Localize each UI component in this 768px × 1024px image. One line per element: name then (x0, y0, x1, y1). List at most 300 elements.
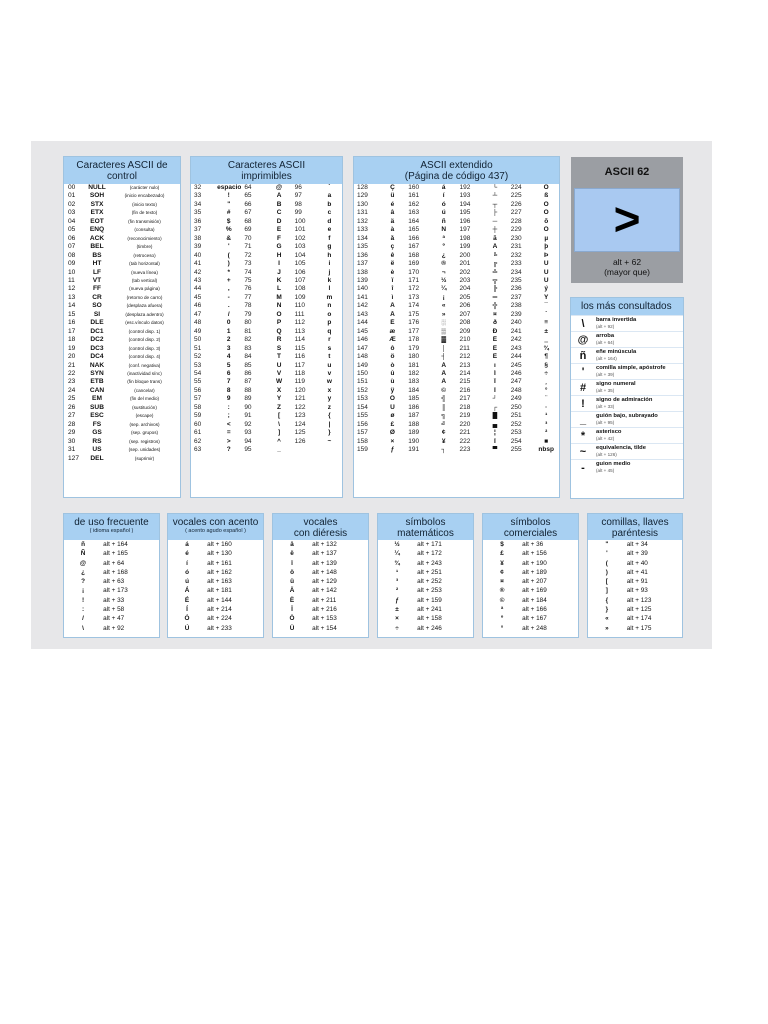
extended-row (354, 260, 559, 268)
extended-code: 209 (459, 327, 471, 335)
control-code: 10 (68, 268, 76, 276)
extended-row (354, 302, 559, 310)
control-row (64, 285, 180, 293)
printable-char: # (226, 209, 231, 217)
extended-char: ð (492, 319, 497, 327)
extended-code: 155 (357, 412, 368, 420)
control-desc: (sep. registros) (129, 438, 160, 444)
control-code: 31 (68, 446, 76, 454)
header-line: los más consultados (581, 301, 672, 312)
most-consulted-name: guion medio (596, 461, 631, 467)
alt-code-char: £ (500, 550, 504, 558)
extended-code: 181 (408, 361, 420, 369)
extended-code: 227 (510, 209, 522, 217)
printable-code: 63 (194, 446, 202, 454)
extended-row (354, 378, 559, 386)
printable-char: J (277, 268, 281, 276)
extended-code: 223 (459, 446, 471, 454)
printable-code: 57 (194, 395, 202, 403)
extended-code: 215 (459, 378, 471, 386)
printable-char: ~ (327, 437, 332, 445)
control-characters-panel (63, 156, 181, 498)
extended-row (354, 201, 559, 209)
extended-char: ï (391, 276, 394, 284)
extended-char: └ (492, 184, 498, 191)
control-desc: (desplaza afuera) (126, 303, 163, 309)
extended-char: Í (494, 369, 496, 377)
printable-row (191, 311, 342, 319)
alt-code-combo: alt + 233 (207, 624, 232, 632)
extended-code: 186 (408, 403, 420, 411)
control-abbr: ETX (90, 209, 104, 217)
alt-code-row (378, 614, 473, 623)
control-abbr: DC3 (90, 344, 104, 352)
alt-code-combo: alt + 154 (312, 624, 337, 632)
extended-row (354, 438, 559, 446)
alt-code-combo: alt + 172 (417, 550, 442, 558)
printable-code: 110 (294, 302, 305, 310)
printable-char: ^ (277, 437, 281, 445)
printable-row (191, 201, 342, 209)
extended-code: 192 (459, 184, 471, 191)
extended-char: ┤ (441, 353, 446, 361)
printable-code: 122 (294, 403, 306, 411)
alt-code-combo: alt + 216 (312, 606, 337, 614)
extended-char: ═ (492, 293, 498, 301)
extended-char: Ö (389, 395, 395, 403)
most-consulted-text (595, 396, 683, 412)
extended-code: 238 (510, 302, 522, 310)
control-row (64, 404, 180, 412)
alt-code-combo: alt + 251 (417, 568, 442, 576)
alt-code-char: Ü (289, 624, 295, 632)
control-desc: (fin bloque trans) (127, 379, 162, 385)
extended-char: ▓ (441, 336, 447, 344)
control-row (64, 302, 180, 310)
printable-code: 56 (194, 386, 202, 394)
extended-char: í (442, 192, 445, 200)
printable-code: 111 (294, 310, 305, 318)
control-row (64, 387, 180, 395)
alt-code-table (377, 513, 474, 638)
most-consulted-name: arroba (596, 333, 615, 339)
printable-char: ? (226, 446, 231, 454)
control-abbr: EOT (90, 217, 104, 225)
most-consulted-item (571, 316, 683, 332)
extended-char: ≡ (544, 319, 549, 327)
printable-char: ` (328, 184, 331, 191)
control-abbr: LF (92, 268, 102, 276)
extended-code: 150 (357, 369, 368, 377)
alt-code-row (64, 559, 159, 568)
printable-char: n (327, 302, 332, 310)
extended-code: 194 (459, 200, 471, 208)
extended-row (354, 269, 559, 277)
alt-code-row (378, 605, 473, 614)
printable-code: 88 (244, 386, 252, 394)
most-consulted-text (595, 348, 683, 364)
control-row (64, 201, 180, 209)
extended-row (354, 429, 559, 437)
control-code: 05 (68, 226, 76, 234)
control-row (64, 260, 180, 268)
extended-char: â (390, 209, 395, 217)
alt-code-row (168, 586, 263, 595)
printable-char: & (226, 234, 232, 242)
extended-code: 174 (408, 302, 420, 310)
alt-code-row (273, 549, 368, 558)
extended-code: 219 (459, 412, 471, 420)
extended-row (354, 412, 559, 420)
most-consulted-name: signo numeral (596, 381, 636, 387)
most-consulted-item (571, 332, 683, 348)
extended-char: Û (543, 268, 549, 276)
printable-char: k (327, 276, 332, 284)
extended-code: 241 (510, 327, 522, 335)
most-consulted-code: (alt + 95) (596, 419, 615, 425)
most-consulted-code: (alt + 39) (596, 371, 615, 377)
control-desc: (sep. archivos) (129, 421, 160, 427)
alt-code-char: » (605, 624, 609, 632)
control-abbr: BEL (90, 243, 104, 251)
printable-code: 85 (244, 361, 252, 369)
extended-code: 148 (357, 353, 368, 361)
extended-char: ┼ (492, 226, 498, 234)
printable-code: 34 (194, 200, 202, 208)
control-abbr: RS (92, 437, 102, 445)
control-abbr: GS (92, 429, 102, 437)
extended-char: ¨ (545, 395, 548, 403)
most-consulted-text (595, 444, 683, 460)
extended-code: 204 (459, 285, 471, 293)
printable-char: * (227, 268, 230, 276)
extended-code: 159 (357, 446, 368, 454)
featured-ascii-glyph: > (574, 188, 680, 252)
control-desc: (suprimir) (134, 455, 155, 461)
printable-code: 116 (294, 353, 305, 361)
printable-row (191, 336, 342, 344)
alt-code-combo: alt + 207 (522, 578, 547, 586)
extended-char: ╣ (441, 395, 446, 403)
extended-code: 225 (510, 192, 522, 200)
alt-code-row (483, 540, 578, 549)
control-abbr: SO (92, 302, 102, 310)
extended-char: ² (545, 429, 548, 437)
control-code: 17 (68, 327, 76, 335)
printable-code: 51 (194, 344, 202, 352)
extended-code: 154 (357, 403, 368, 411)
printable-row (191, 218, 342, 226)
alt-code-row (588, 586, 682, 595)
extended-row (354, 421, 559, 429)
printable-code: 64 (244, 184, 252, 191)
control-desc: (control disp. 4) (128, 354, 161, 360)
alt-code-char: ' (606, 550, 608, 558)
printable-code: 42 (194, 268, 202, 276)
extended-code: 133 (357, 226, 368, 234)
printable-row (191, 184, 342, 192)
control-abbr: SUB (90, 403, 104, 411)
extended-code: 248 (510, 386, 522, 394)
control-code: 03 (68, 209, 76, 217)
alt-code-row (168, 577, 263, 586)
alt-code-combo: alt + 163 (207, 578, 232, 586)
extended-code: 158 (357, 437, 368, 445)
printable-code: 99 (294, 209, 302, 217)
printable-code: 117 (294, 361, 305, 369)
printable-char: l (328, 285, 331, 293)
extended-row (354, 294, 559, 302)
printable-char: s (327, 344, 332, 352)
extended-char: æ (389, 327, 396, 335)
alt-code-char: « (605, 615, 609, 623)
extended-char: ¸ (545, 378, 548, 386)
extended-char: à (390, 226, 395, 234)
control-abbr: SI (93, 310, 101, 318)
printable-char: 0 (226, 319, 231, 327)
extended-char: è (390, 268, 395, 276)
extended-char: Ú (543, 260, 549, 268)
control-desc: (cancelar) (134, 387, 155, 393)
control-code: 30 (68, 437, 76, 445)
extended-code: 170 (408, 268, 420, 276)
alt-code-char: { (605, 596, 609, 604)
printable-char: I (278, 260, 280, 268)
control-desc: (retorno de carro) (126, 294, 163, 300)
printable-char: 3 (226, 344, 231, 352)
printable-code: 112 (294, 319, 305, 327)
alt-code-row (378, 568, 473, 577)
control-abbr: EM (92, 395, 102, 403)
printable-code: 118 (294, 369, 305, 377)
printable-char: E (276, 226, 282, 234)
extended-char: ä (390, 217, 395, 225)
printable-code: 41 (194, 260, 202, 268)
control-row (64, 395, 180, 403)
extended-code: 183 (408, 378, 420, 386)
printable-code: 105 (294, 260, 306, 268)
most-consulted-name: comilla simple, apóstrofe (596, 365, 666, 371)
alt-code-table-title: de uso frecuente (74, 517, 149, 528)
alt-code-table-header (588, 514, 682, 540)
header-line: ASCII extendido (420, 160, 493, 171)
printable-code: 40 (194, 251, 202, 259)
printable-row (191, 277, 342, 285)
featured-ascii-box (571, 157, 683, 283)
control-row (64, 345, 180, 353)
control-abbr: CR (92, 293, 102, 301)
extended-char: ú (441, 209, 446, 217)
extended-char: § (544, 361, 548, 369)
printable-code: 44 (194, 285, 202, 293)
printable-char: | (328, 420, 331, 428)
control-row (64, 269, 180, 277)
alt-code-table-title: matemáticos (397, 528, 454, 539)
most-consulted-name: asterisco (596, 429, 622, 435)
printable-code: 100 (294, 217, 306, 225)
alt-code-combo: alt + 142 (312, 587, 337, 595)
extended-code: 137 (357, 260, 368, 268)
extended-code: 142 (357, 302, 368, 310)
printable-code: 119 (294, 378, 305, 386)
alt-code-table-title: con diéresis (293, 528, 348, 539)
printable-code: 55 (194, 378, 202, 386)
printable-code: 89 (244, 395, 252, 403)
printable-code: 95 (244, 446, 252, 454)
printable-code: 83 (244, 344, 252, 352)
printable-row (191, 362, 342, 370)
alt-code-table-header (483, 514, 578, 540)
extended-char: Ì (494, 437, 496, 445)
extended-row (354, 252, 559, 260)
extended-row (354, 209, 559, 217)
control-row (64, 277, 180, 285)
most-consulted-panel (570, 297, 684, 499)
extended-code: 210 (459, 336, 471, 344)
printable-code: 43 (194, 276, 202, 284)
extended-char: ù (390, 378, 395, 386)
alt-code-row (168, 624, 263, 633)
alt-code-char: [ (605, 578, 608, 586)
extended-code: 187 (408, 412, 420, 420)
header-line: (Página de código 437) (404, 171, 509, 182)
printable-char: T (277, 353, 282, 361)
extended-char: ø (390, 412, 395, 420)
extended-char: ¬ (441, 268, 446, 276)
extended-code: 243 (510, 344, 522, 352)
featured-ascii-code (571, 257, 683, 277)
alt-code-combo: alt + 158 (417, 615, 442, 623)
most-consulted-text (595, 460, 683, 476)
alt-code-table-title: comerciales (503, 528, 558, 539)
alt-code-char: ( (605, 559, 608, 567)
control-characters-table (64, 184, 180, 463)
most-consulted-glyph: ' (571, 364, 595, 380)
extended-char: ┴ (492, 192, 498, 200)
printable-char: 5 (226, 361, 231, 369)
alt-code-char: Ú (184, 624, 190, 632)
control-characters-header (64, 157, 180, 184)
alt-code-row (588, 614, 682, 623)
extended-char: ý (544, 285, 548, 293)
most-consulted-item (571, 348, 683, 364)
alt-code-combo: alt + 164 (103, 541, 128, 548)
extended-char: ì (391, 293, 394, 301)
alt-code-table (63, 513, 160, 638)
extended-char: È (492, 353, 498, 361)
control-abbr: HT (92, 260, 102, 268)
extended-char: Ï (494, 386, 496, 394)
alt-code-char: º (500, 615, 504, 623)
control-code: 19 (68, 344, 76, 352)
extended-char: nbsp (538, 446, 554, 454)
alt-code-row (168, 568, 263, 577)
control-desc: (conf. negativa) (128, 362, 161, 368)
extended-char: Ä (390, 302, 395, 310)
printable-row (191, 192, 342, 200)
printable-code: 32 (194, 184, 202, 191)
printable-char: $ (226, 217, 231, 225)
control-desc: (tab horizontal) (129, 261, 160, 267)
control-abbr: DC1 (90, 327, 104, 335)
most-consulted-glyph: - (571, 460, 595, 476)
printable-row (191, 378, 342, 386)
printable-row (191, 412, 342, 420)
control-code: 09 (68, 260, 76, 268)
extended-code: 218 (459, 403, 471, 411)
extended-char: ╩ (492, 268, 498, 276)
printable-char: 8 (226, 386, 231, 394)
extended-code: 230 (510, 234, 522, 242)
alt-code-rows (483, 540, 578, 633)
most-consulted-item (571, 380, 683, 396)
extended-code: 152 (357, 386, 368, 394)
most-consulted-code: (alt + 35) (596, 387, 615, 393)
control-abbr: SYN (90, 369, 104, 377)
printable-code: 37 (194, 226, 202, 234)
extended-char: £ (390, 420, 395, 428)
alt-code-char: ! (81, 596, 85, 604)
extended-char: × (390, 437, 395, 445)
printable-code: 75 (244, 276, 252, 284)
extended-char: ß (544, 192, 549, 200)
printable-code: 97 (294, 192, 302, 200)
alt-code-char: ë (290, 550, 294, 558)
alt-code-char: í (186, 559, 188, 567)
printable-char: G (276, 243, 282, 251)
control-row (64, 218, 180, 226)
extended-char: ´ (545, 310, 548, 318)
control-abbr: DEL (90, 454, 104, 462)
control-code: 18 (68, 336, 76, 344)
extended-char: » (441, 310, 446, 318)
most-consulted-header (571, 298, 683, 315)
printable-code: 104 (294, 251, 306, 259)
alt-code-row (64, 549, 159, 558)
extended-char: õ (544, 217, 549, 225)
printable-code: 72 (244, 251, 252, 259)
printable-char: K (276, 276, 282, 284)
extended-code: 173 (408, 293, 420, 301)
printable-char: 2 (226, 336, 231, 344)
extended-row (354, 311, 559, 319)
extended-char: ¶ (544, 353, 548, 361)
alt-code-row (483, 605, 578, 614)
extended-char: ░ (441, 319, 446, 327)
alt-code-char: ± (395, 606, 399, 614)
most-consulted-text (595, 316, 683, 332)
control-code: 07 (68, 243, 76, 251)
extended-code: 190 (408, 437, 420, 445)
alt-code-combo: alt + 174 (626, 615, 652, 623)
extended-code: 252 (510, 420, 522, 428)
alt-code-row (588, 624, 682, 633)
alt-code-table-subtitle: ( idioma español ) (89, 528, 134, 534)
alt-code-char: ¿ (81, 568, 85, 576)
extended-char: ╔ (492, 260, 498, 268)
alt-code-char: ƒ (395, 596, 399, 604)
printable-char: 7 (226, 378, 231, 386)
extended-char: ö (390, 353, 395, 361)
printable-char: " (227, 200, 231, 208)
alt-code-combo: alt + 137 (312, 550, 337, 558)
alt-code-rows (273, 540, 368, 633)
extended-char: Þ (544, 251, 549, 259)
extended-char: ô (390, 344, 395, 352)
extended-code: 191 (408, 446, 420, 454)
alt-code-combo: alt + 148 (312, 568, 337, 576)
alt-code-rows (64, 540, 159, 633)
